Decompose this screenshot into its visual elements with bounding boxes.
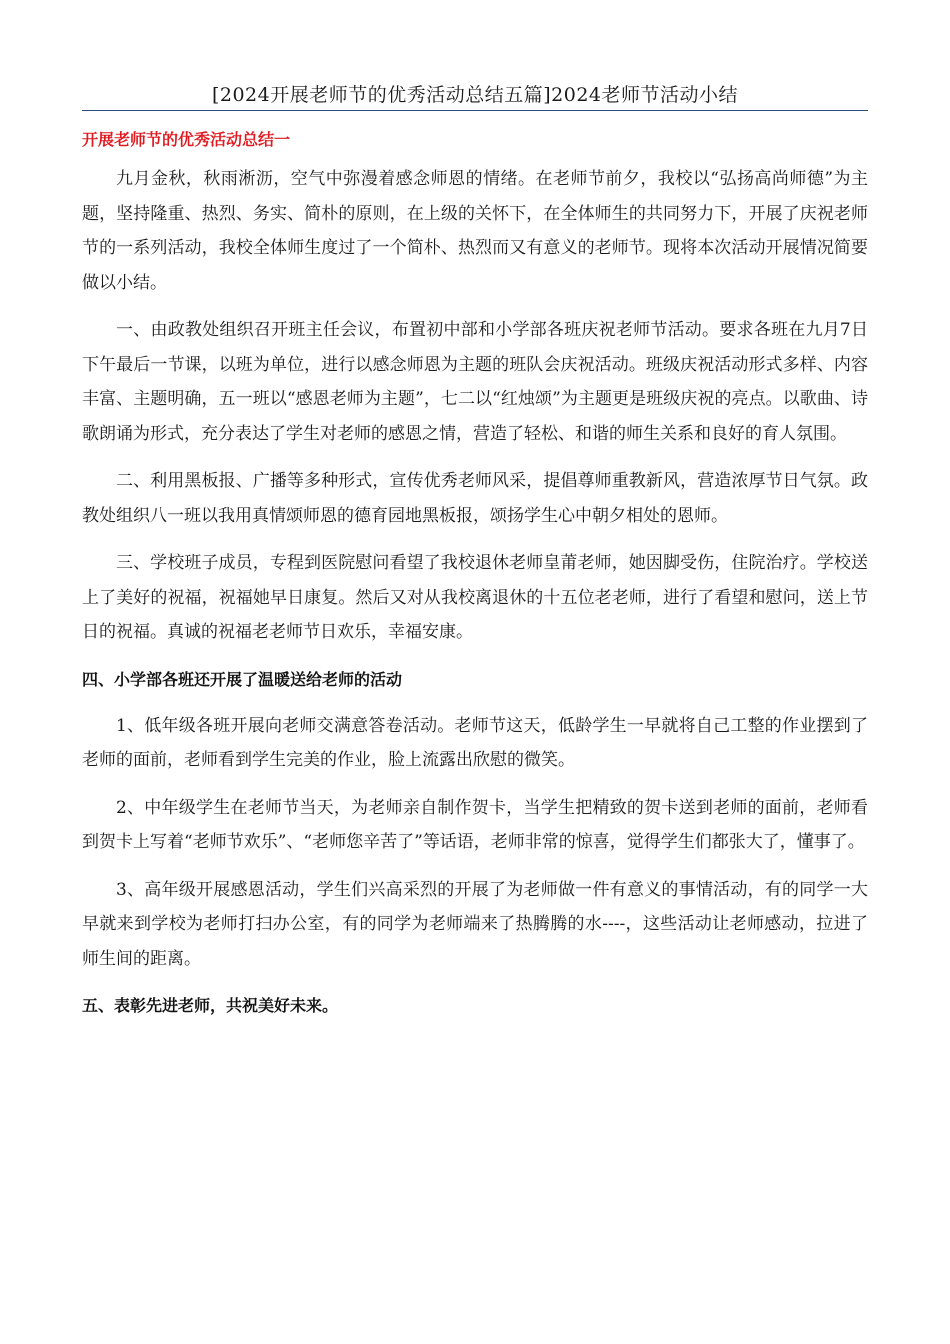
document-body: [82, 128, 868, 1035]
paragraph-three: 三、学校班子成员，专程到医院慰问看望了我校退休老师皇莆老师，她因脚受伤，住院治疗。学校送上了美好的祝福，祝福她早日康复。然后又对从我校离退休的十五位老老师，进行了看望和慰问，送上节日的祝福。真诚的祝福老老师节日欢乐，幸福安康。: [82, 553, 868, 642]
paragraph-four-item-3: 3、高年级开展感恩活动，学生们兴高采烈的开展了为老师做一件有意义的事情活动，有的同学一大早就来到学校为老师打扫办公室，有的同学为老师端来了热腾腾的水----，这些活动让老师感动，拉进了师生间的距离。: [82, 879, 868, 969]
intro-paragraph: 九月金秋，秋雨淅沥，空气中弥漫着感念师恩的情绪。在老师节前夕，我校以“弘扬高尚师德”为主题，坚持隆重、热烈、务实、简朴的原则，在上级的关怀下，在全体师生的共同努力下，开展了庆祝老师节的一系列活动，我校全体师生度过了一个简朴、热烈而又有意义的老师节。现将本次活动开展情况简要做以小结。: [82, 169, 868, 293]
paragraph-four-item-1: 1、低年级各班开展向老师交满意答卷活动。老师节这天，低龄学生一早就将自己工整的作业摆到了老师的面前，老师看到学生完美的作业，脸上流露出欣慰的微笑。: [82, 715, 868, 770]
paragraph-two: 二、利用黑板报、广播等多种形式，宣传优秀老师风采，提倡尊师重教新风，营造浓厚节日气氛。政教处组织八一班以我用真情颂师恩的德育园地黑板报，颂扬学生心中朝夕相处的恩师。: [82, 471, 868, 526]
document-title: [2024开展老师节的优秀活动总结五篇]2024老师节活动小结: [211, 84, 739, 106]
section-title: 开展老师节的优秀活动总结一: [82, 130, 291, 149]
document-header: [82, 84, 868, 111]
heading-four: 四、小学部各班还开展了温暖送给老师的活动: [82, 669, 403, 689]
heading-five: 五、表彰先进老师，共祝美好未来。: [82, 996, 339, 1015]
paragraph-one: 一、由政教处组织召开班主任会议，布置初中部和小学部各班庆祝老师节活动。要求各班在九月7日下午最后一节课，以班为单位，进行以感念师恩为主题的班队会庆祝活动。班级庆祝活动形式多样、内容丰富、主题明确，五一班以“感恩老师为主题”，七二以“红烛颂”为主题更是班级庆祝的亮点。以歌曲、诗歌朗诵为形式，充分表达了学生对老师的感恩之情，营造了轻松、和谐的师生关系和良好的育人氛围。: [82, 320, 868, 444]
paragraph-four-item-2: 2、中年级学生在老师节当天，为老师亲自制作贺卡，当学生把精致的贺卡送到老师的面前，老师看到贺卡上写着“老师节欢乐”、“老师您辛苦了”等话语，老师非常的惊喜，觉得学生们都张大了，懂事了。: [82, 797, 868, 852]
